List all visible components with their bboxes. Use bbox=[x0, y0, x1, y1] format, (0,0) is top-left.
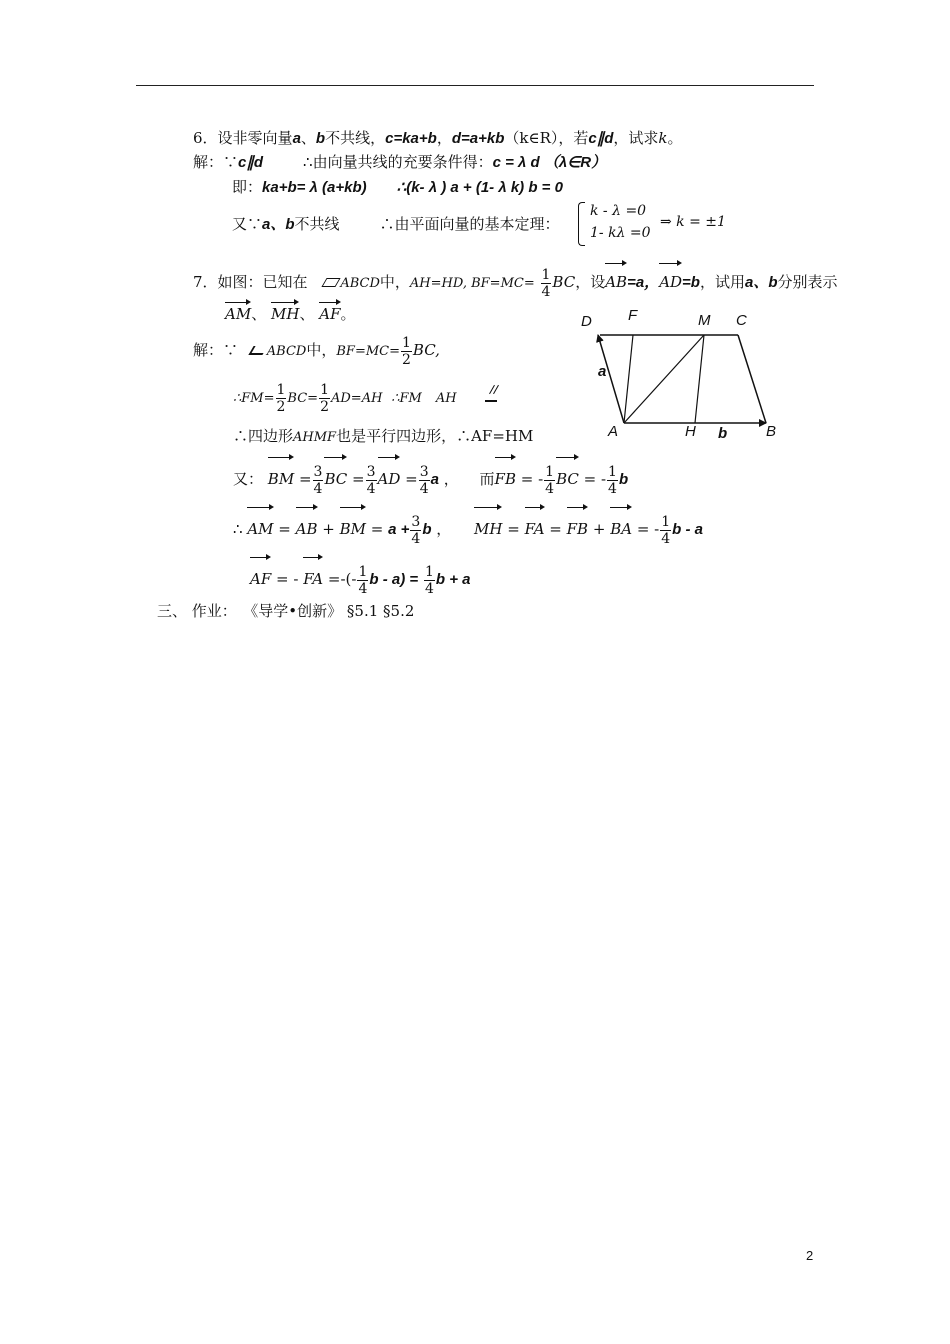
problem-6-statement: 6．设非零向量a、b不共线，c=ka+b，d=a+kb（k∈R），若c∥d，试求k。 bbox=[193, 129, 683, 147]
header-rule bbox=[136, 85, 814, 86]
homework-line: 三、 作业： 《导学•创新》 §5.1 §5.2 bbox=[157, 602, 415, 620]
problem-7-solution-line-2: ∴FM= $\frac{1}{2}$ BC= $\frac{1}{2}$ AD=AH ∴FM AH bbox=[233, 380, 497, 416]
problem-7-solution-line-3: ∴四边形AHMF也是平行四边形，∴AF=HM bbox=[233, 427, 534, 445]
segment-am-line bbox=[624, 335, 704, 423]
label-vector-a: a bbox=[598, 363, 607, 380]
problem-7-targets: AM、 MH、 AF。 bbox=[225, 298, 356, 324]
segment-mh-line bbox=[695, 335, 704, 423]
problem-7-solution-line-5: ∴ AM = AB + BM = a + $\frac{3}{4}$ b ， MH = FA = FB + BA = - $\frac{1}{4}$ b - a bbox=[233, 503, 703, 550]
problem-6-solution-line-2: 即：ka+b= λ (a+kb) ∴(k- λ ) a + (1- λ k) b = 0 bbox=[232, 178, 563, 196]
label-f: F bbox=[628, 307, 638, 324]
parallel-equal-symbol bbox=[485, 391, 497, 402]
label-b: B bbox=[766, 423, 777, 440]
label-c: C bbox=[736, 312, 747, 329]
label-vector-b: b bbox=[718, 425, 728, 442]
side-cb-line bbox=[738, 335, 766, 423]
label-a: A bbox=[608, 423, 619, 440]
label-m: M bbox=[698, 312, 711, 329]
label-d: D bbox=[581, 313, 592, 330]
problem-7-solution-line-1: 解：∵ ABCD中，BF=MC= $\frac{1}{2}$ BC, bbox=[193, 334, 440, 368]
problem-6-solution-line-1: 解：∵c∥d ∴由向量共线的充要条件得：c = λ d （λ∈R） bbox=[193, 153, 607, 171]
label-h: H bbox=[685, 423, 696, 440]
problem-6-solution-line-3: 又∵a、b不共线 ∴由平面向量的基本定理： bbox=[232, 215, 560, 233]
problem-7-solution-line-4: 又： BM = $\frac{3}{4}$ BC = $\frac{3}{4}$ AD = $\frac{3}{4}$ a ， 而FB = - $\frac{1}{4}$ BC = - $\frac{1}{4}$ b bbox=[233, 453, 628, 500]
segment-af-line bbox=[624, 335, 633, 423]
page-number: 2 bbox=[806, 1248, 814, 1263]
problem-7-solution-line-6: AF = - FA =-(- $\frac{1}{4}$ b - a) = $\frac{1}{4}$ b + a bbox=[250, 553, 470, 600]
problem-7-statement: 7．如图：已知在 ABCD中，AH=HD, BF=MC= $\frac{1}{4}$ BC，设AB=a，AD=b，试用a、b分别表示 bbox=[193, 259, 838, 301]
